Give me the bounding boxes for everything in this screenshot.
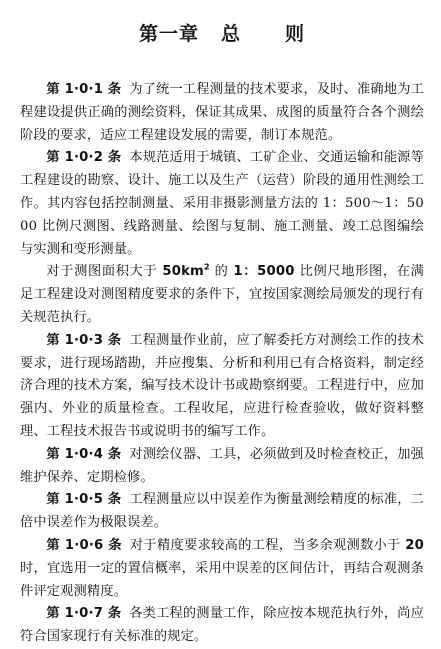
scale-value: 1：5000 [233,264,295,280]
article-text: 对测绘仪器、工具，必须做到及时检查校正，加强维护保养、定期检修。 [20,446,424,485]
article-number: 第 1·0·2 条 [46,150,122,166]
article-text: 为了统一工程测量的技术要求，及时、准确地为工程建设提供正确的测绘资料，保证其成果、成图的质量符合各个测绘阶段的要求，适应工程建设发展的需要，制订本规范。 [20,82,424,143]
article-text: 的 [209,264,234,280]
article-1-0-6 [20,535,424,603]
article-text: 对于精度要求较高的工程，当多余观测数小于 [129,537,406,553]
article-text: 比例尺地形图，在满足工程建设对测图精度要求的条件下，宜按国家测绘局颁发的现行有关规范执行。 [20,264,424,325]
article-number: 第 1·0·5 条 [46,492,122,508]
article-number: 第 1·0·7 条 [46,606,122,622]
article-number: 第 1·0·6 条 [46,537,122,553]
article-1-0-5 [20,489,424,535]
observation-count-value: 20 [405,537,425,553]
article-number: 第 1·0·3 条 [46,332,122,348]
article-text: 工程测量作业前，应了解委托方对测绘工作的技术要求，进行现场踏勘，并应搜集、分析和利用已有合格资料，制定经济合理的技术方案，编写技术设计书或勘察纲要。工程进行中，应加强内、外业的质量检查。工程收尾，应进行检查验收，做好资料整理、工程技术报告书或说明书的编写工作。 [20,332,424,439]
article-1-0-1 [20,79,424,147]
chapter-title-word-2: 则 [285,23,306,45]
article-1-0-7 [20,603,424,649]
chapter-title [20,22,424,46]
article-text: 工程测量应以中误差作为衡量测绘精度的标准，二倍中误差作为极限误差。 [20,492,424,531]
article-text: 对于测图面积大于 [46,264,163,280]
chapter-number: 第一章 [138,23,199,45]
article-text: 时，宜选用一定的置信概率，采用中误差的区间估计，再结合观测条件评定观测精度。 [20,560,424,599]
area-value: 50km [162,264,204,280]
article-number: 第 1·0·1 条 [46,82,122,97]
article-1-0-3 [20,330,424,444]
area-superscript: 2 [203,262,210,272]
article-number: 第 1·0·4 条 [46,446,122,462]
article-text: 各类工程的测量工作，除应按本规范执行外，尚应符合国家现行有关标准的规定。 [20,606,424,645]
article-1-0-2-continuation [20,261,424,329]
chapter-title-word-1: 总 [220,23,241,45]
article-1-0-4 [20,444,424,490]
article-text: 本规范适用于城镇、工矿企业、交通运输和能源等工程建设的勘察、设计、施工以及生产（运营）阶段的通用性测绘工作。其内容包括控制测量、采用非摄影测量方法的 1：500～1：5000 比例尺测图、线路测量、绘图与复制、施工测量、竣工总图编绘与实测和变形测量。 [20,150,424,257]
article-1-0-2 [20,147,424,261]
